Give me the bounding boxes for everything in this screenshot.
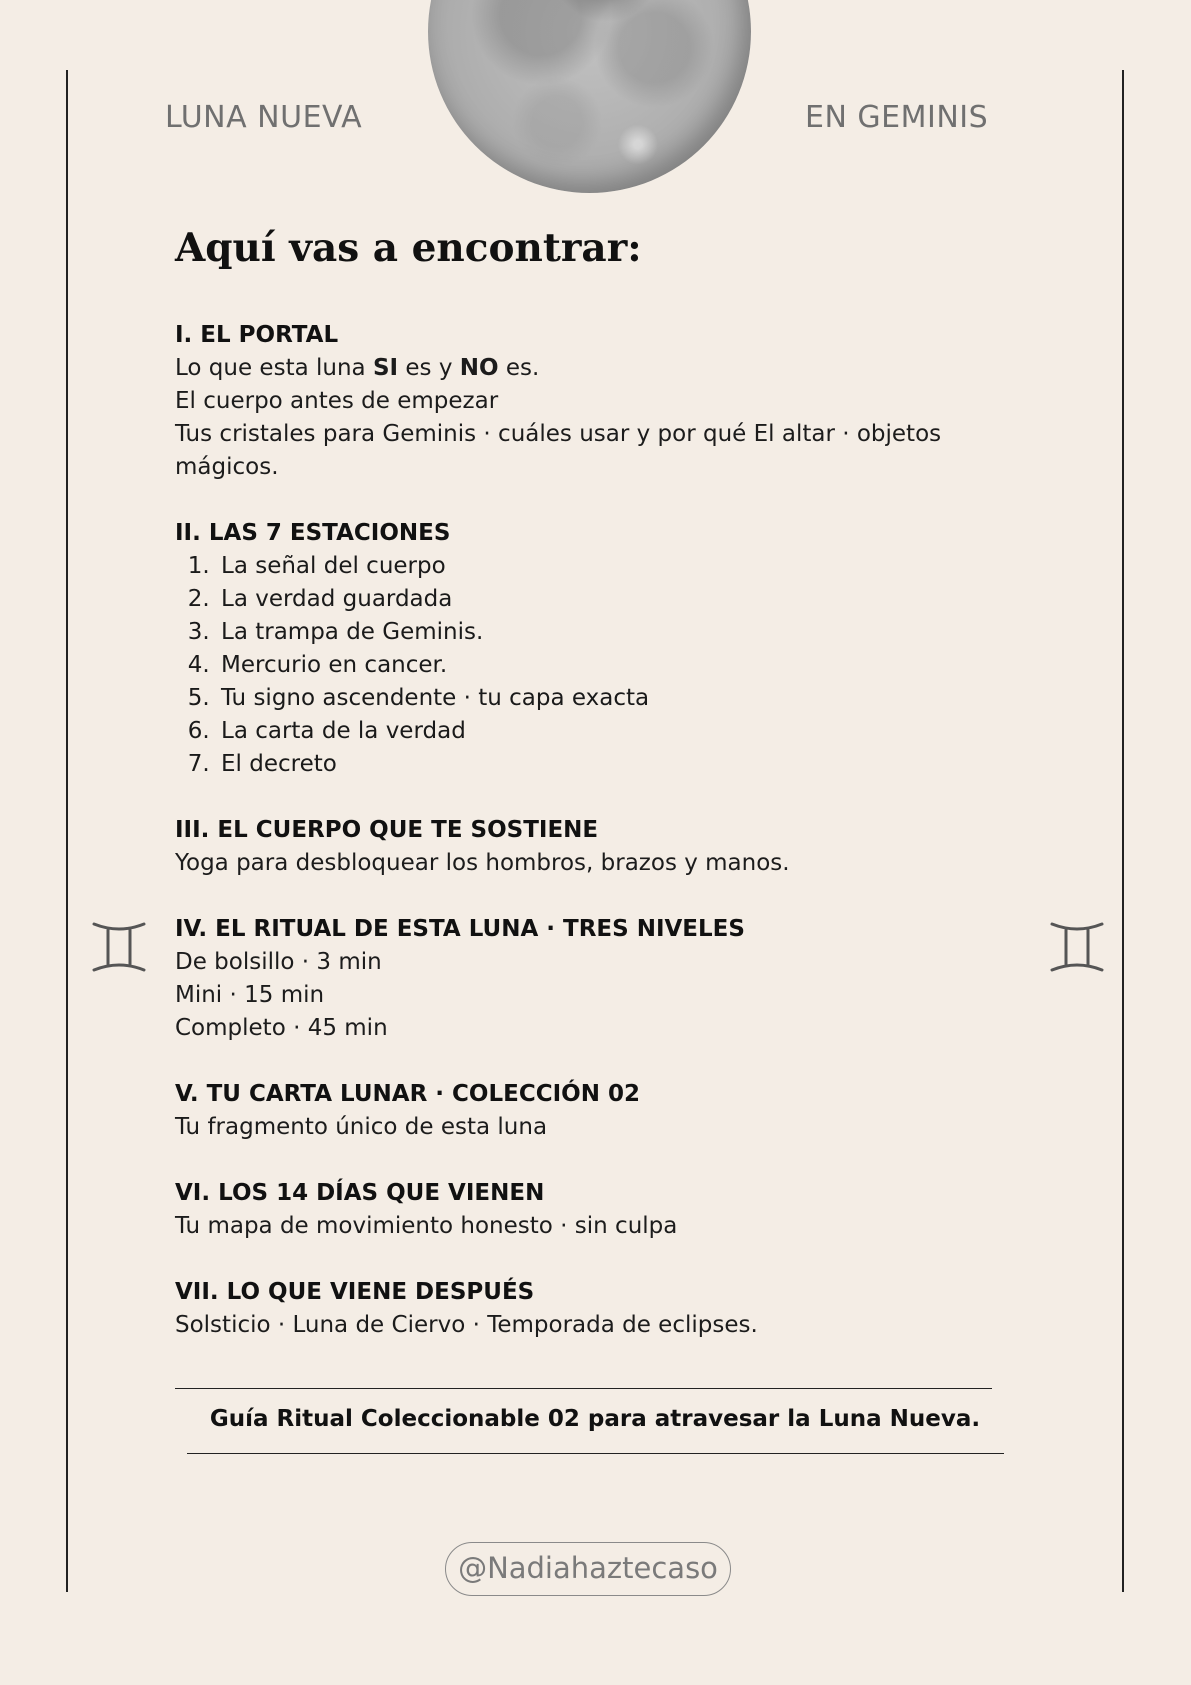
section-despues — [175, 1276, 995, 1342]
list-item: 1. La señal del cuerpo — [217, 550, 995, 583]
stations-list — [175, 550, 995, 781]
text-fragment: es y — [398, 355, 460, 381]
section-carta-lunar — [175, 1078, 995, 1144]
guide-caption: Guía Ritual Coleccionable 02 para atravesar la Luna Nueva. — [209, 1406, 981, 1432]
text-fragment: Lo que esta luna — [175, 355, 373, 381]
section-line: El cuerpo antes de empezar — [175, 388, 499, 414]
section-heading: V. TU CARTA LUNAR · COLECCIÓN 02 — [175, 1081, 640, 1107]
section-line: Tu mapa de movimiento honesto · sin culpa — [175, 1213, 678, 1239]
section-line: Yoga para desbloquear los hombros, brazos y manos. — [175, 850, 790, 876]
social-handle-badge[interactable]: @Nadiahaztecaso — [445, 1542, 731, 1596]
list-item: 5. Tu signo ascendente · tu capa exacta — [217, 682, 995, 715]
text-bold: NO — [459, 355, 499, 381]
gemini-icon — [90, 918, 148, 976]
section-ritual — [175, 913, 995, 1045]
left-border-line — [66, 70, 68, 1592]
section-heading: III. EL CUERPO QUE TE SOSTIENE — [175, 817, 599, 843]
section-14-dias — [175, 1177, 995, 1243]
gemini-icon — [1048, 918, 1106, 976]
contents-list — [175, 225, 995, 1375]
header-luna-nueva: LUNA NUEVA — [165, 100, 363, 135]
divider-bottom — [187, 1453, 1004, 1454]
section-heading: I. EL PORTAL — [175, 322, 339, 348]
section-line: De bolsillo · 3 min — [175, 949, 382, 975]
section-heading: II. LAS 7 ESTACIONES — [175, 520, 451, 546]
list-item: 7. El decreto — [217, 748, 995, 781]
section-line: Solsticio · Luna de Ciervo · Temporada de eclipses. — [175, 1312, 758, 1338]
list-item: 6. La carta de la verdad — [217, 715, 995, 748]
text-fragment: es. — [498, 355, 540, 381]
section-line: Mini · 15 min — [175, 982, 325, 1008]
list-item: 3. La trampa de Geminis. — [217, 616, 995, 649]
section-heading: IV. EL RITUAL DE ESTA LUNA · TRES NIVELES — [175, 916, 745, 942]
list-item: 4. Mercurio en cancer. — [217, 649, 995, 682]
section-line: Tu fragmento único de esta luna — [175, 1114, 548, 1140]
divider-top — [175, 1388, 992, 1389]
section-line — [175, 352, 995, 385]
section-portal — [175, 319, 995, 484]
section-estaciones — [175, 517, 995, 781]
section-cuerpo — [175, 814, 995, 880]
section-line: Completo · 45 min — [175, 1015, 388, 1041]
list-item: 2. La verdad guardada — [217, 583, 995, 616]
header-en-geminis: EN GEMINIS — [805, 100, 989, 135]
text-bold: SI — [372, 355, 399, 381]
section-heading: VI. LOS 14 DÍAS QUE VIENEN — [175, 1180, 545, 1206]
moon-image — [428, 0, 751, 193]
right-border-line — [1122, 70, 1124, 1592]
page-title: Aquí vas a encontrar: — [175, 225, 642, 271]
section-heading: VII. LO QUE VIENE DESPUÉS — [175, 1279, 535, 1305]
section-line: Tus cristales para Geminis · cuáles usar y por qué El altar · objetos mágicos. — [175, 421, 942, 480]
